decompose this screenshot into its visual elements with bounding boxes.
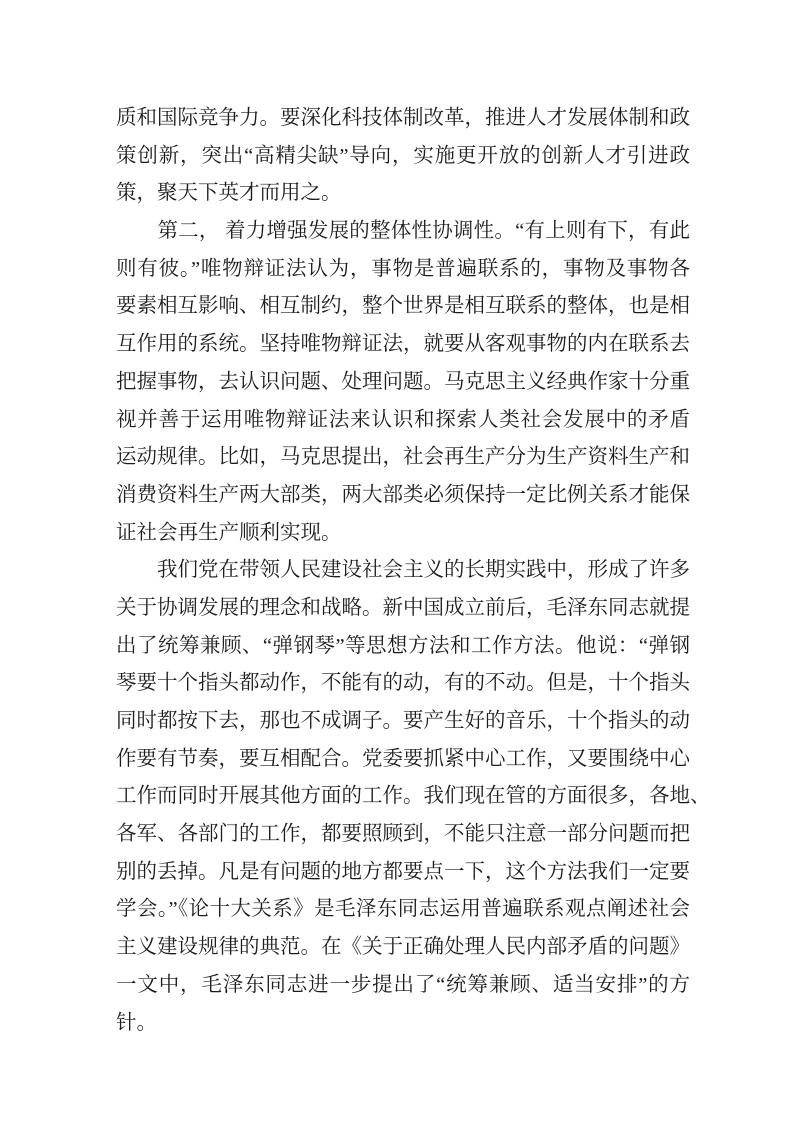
text-line: 策创新，突出“高精尖缺”导向，实施更开放的创新人才引进政 — [116, 144, 690, 167]
text-line: 一文中，毛泽东同志进一步提出了“统筹兼顾、适当安排”的方 — [116, 973, 690, 996]
text-line: 质和国际竞争力。要深化科技体制改革，推进人才发展体制和政 — [116, 107, 690, 129]
text-line: 各军、各部门的工作，都要照顾到，不能只注意一部分问题而把 — [116, 823, 690, 846]
text-line: 运动规律。比如，马克思提出，社会再生产分为生产资料生产和 — [116, 446, 690, 469]
text-line: 出了统筹兼顾、“弹钢琴”等思想方法和工作方法。他说：“弹钢 — [116, 634, 690, 657]
text-line: 工作而同时开展其他方面的工作。我们现在管的方面很多，各地、 — [116, 785, 711, 808]
text-line: 互作用的系统。坚持唯物辩证法，就要从客观事物的内在联系去 — [116, 333, 690, 356]
text-line: 针。 — [116, 1011, 157, 1034]
text-line: 学会。”《论十大关系》是毛泽东同志运用普遍联系观点阐述社会 — [116, 898, 690, 921]
text-line: 主义建设规律的典范。在《关于正确处理人民内部矛盾的问题》 — [116, 936, 690, 959]
text-line: 作要有节奏，要互相配合。党委要抓紧中心工作，又要围绕中心 — [116, 747, 690, 770]
text-line: 同时都按下去，那也不成调子。要产生好的音乐，十个指头的动 — [116, 710, 690, 732]
text-line: 关于协调发展的理念和战略。新中国成立前后，毛泽东同志就提 — [116, 596, 690, 619]
text-line: 视并善于运用唯物辩证法来认识和探索人类社会发展中的矛盾 — [116, 408, 690, 431]
text-line: 则有彼。”唯物辩证法认为，事物是普遍联系的，事物及事物各 — [116, 257, 690, 280]
text-line: 消费资料生产两大部类，两大部类必须保持一定比例关系才能保 — [116, 483, 690, 506]
text-line: 证社会再生产顺利实现。 — [116, 521, 342, 544]
text-line: 我们党在带领人民建设社会主义的长期实践中，形成了许多 — [116, 559, 690, 582]
text-line: 琴要十个指头都动作，不能有的动，有的不动。但是，十个指头 — [116, 672, 690, 695]
document-text — [116, 100, 711, 1042]
text-line: 策，聚天下英才而用之。 — [116, 182, 342, 205]
text-line: 第二， 着力增强发展的整体性协调性。“有上则有下，有此 — [116, 220, 690, 243]
text-line: 把握事物，去认识问题、处理问题。马克思主义经典作家十分重 — [116, 370, 690, 393]
text-line: 别的丢掉。凡是有问题的地方都要点一下，这个方法我们一定要 — [116, 860, 690, 883]
text-line: 要素相互影响、相互制约，整个世界是相互联系的整体，也是相 — [116, 295, 690, 318]
